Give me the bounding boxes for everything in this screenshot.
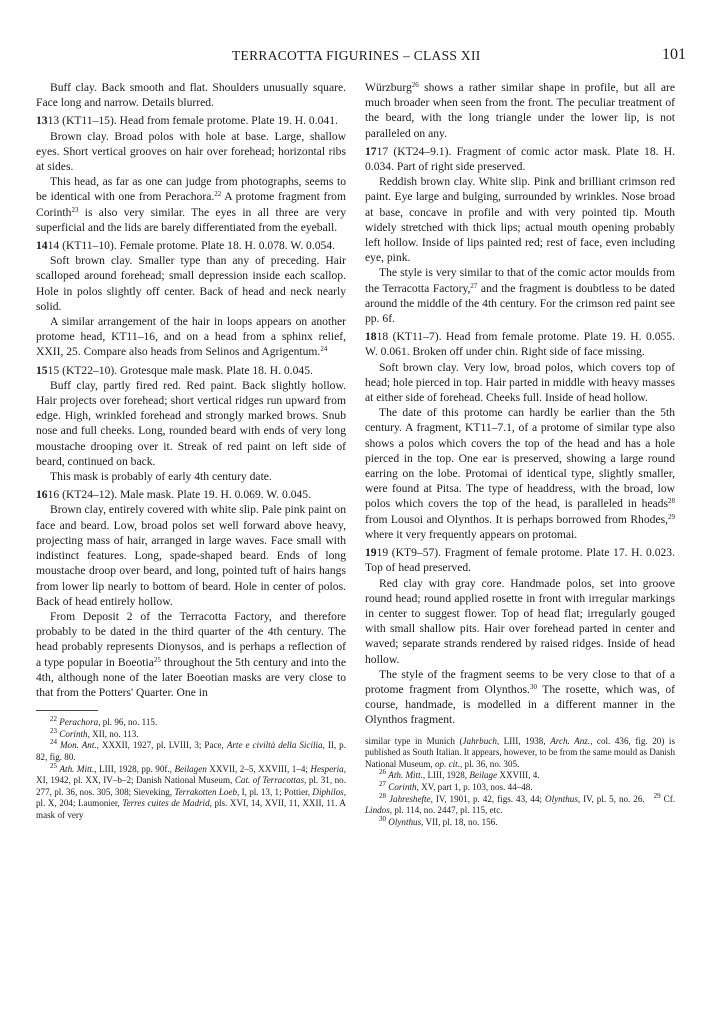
paragraph: Buff clay, partly fired red. Red paint. Back slightly hollow. Hair projects over forehead; short vertical ridges run upward from edge. High, wrinkled forehead and strongly marked brows. Snub nose and full cheeks. Long, rounded beard with ends of very long moustache drooping over it. Streak of red paint on left side of beard, continued on back. [36, 378, 346, 468]
footnote-ref: 28 [668, 497, 675, 506]
footnote-23: $^{23}$ Corinth, XII, no. 113. [50, 726, 139, 739]
paragraph: Buff clay. Back smooth and flat. Shoulders unusually square. Face long and narrow. Details blurred. [36, 81, 346, 110]
paragraph: Red clay with gray core. Handmade polos, set into groove round head; round applied rosette in front with irregular markings in center to suggest flower. Top of head flat; irregularly gouged with small shallow pits. Hair over forehead parted in center and waved; separate strands rendered by raised ridges. Inside of head hollow. [365, 576, 675, 666]
catalogue-entry-13: 1313 (KT11–15). Head from female protome. Plate 19. H. 0.041. [36, 114, 338, 128]
footnote-ref: 29 [668, 512, 675, 521]
paragraph: Brown clay. Broad polos with hole at base. Large, shallow eyes. Short vertical grooves on hair over forehead; horizontal ribs at sides. [36, 129, 346, 174]
catalogue-entry-18: 1818 (KT11–7). Head from female protome. Plate 19. H. 0.055. W. 0.061. Broken off under chin. Right side of face missing. [365, 330, 675, 359]
catalogue-entry-16: 1616 (KT24–12). Male mask. Plate 19. H. 0.069. W. 0.045. [36, 488, 312, 502]
footnote-ref: 25 [153, 655, 161, 664]
footnote-27: $^{27}$ Corinth, XV, part 1, p. 103, nos. 44–48. [379, 779, 533, 792]
footnote-ref: 27 [470, 281, 478, 290]
footnote-rule [36, 710, 98, 711]
paragraph: Soft brown clay. Smaller type than any of preceding. Hair scalloped around forehead; small depression inside each scallop. Hole in polos slightly off center. Back of head and neck nearly solid. [36, 254, 346, 313]
running-title: TERRACOTTA FIGURINES – CLASS XII [232, 48, 481, 63]
footnote-30: $^{30}$ Olynthus, VII, pl. 18, no. 156. [379, 814, 498, 827]
catalogue-entry-15: 1515 (KT22–10). Grotesque male mask. Plate 18. H. 0.045. [36, 363, 313, 377]
paragraph: From Deposit 2 of the Terracotta Factory, and therefore probably to be dated in the third quarter of the 4th century. The head probably represents Dionysos, and is perhaps a reflection of a type popular in Boeotia$^{25}$ throughout the 5th century and into the 4th, although none of the later Boeotian masks are very close to that from the Potters' Quarter. One in [36, 609, 346, 699]
paragraph: Brown clay, entirely covered with white slip. Pale pink paint on face and beard. Low, broad polos set well forward above heavy, projecting mass of hair, arranged in large waves. Face small with indistinct features. Long, spade-shaped beard. Ends of long moustache droop over beard, and long, pointed tuft of hairs hangs from lower lip nearly to bottom of beard. Hole in center of polos. Back of head entirely hollow. [36, 503, 346, 608]
footnote-25: $^{25}$ Ath. Mitt., LIII, 1928, pp. 90f., Beilagen XXVII, 2–5, XXVIII, 1–4; Hesperia, XI, 1942, pl. XX, IV–b–2; Danish National Museum, Cat. of Terracottas, pl. 31, no. 277, pl. 36, nos. 305, 308; Sieveking, Terrakotten Loeb, I, pl. 13, 1; Pottier, Diphilos, pl. X, 204; Laumonier, Terres cuites de Madrid, pls. XVI, 14, XVII, 11, XXII, 11. A mask of very [36, 761, 347, 820]
paragraph: Soft brown clay. Very low, broad polos, which covers top of head; hole pierced in top. Hair parted in middle with heavy masses at either side of forehead. Cheeks full. Inside of head hollow. [365, 360, 675, 405]
footnote-28-29: $^{28}$ Jahreshefte, IV, 1901, p. 42, figs. 43, 44; Olynthus, IV, pl. 5, no. 26. $^{29}$ Cf. Lindos, pl. 114, no. 2447, pl. 115, etc. [365, 791, 676, 816]
paragraph: The style of the fragment seems to be very close to that of a protome fragment from Olynthos.$^{30}$ The rosette, which was, of course, handmade, is modelled in a different manner in the Olynthos fragment. [365, 667, 675, 727]
footnote-ref: 22 [214, 190, 222, 199]
footnote-24-continued: similar type in Munich (Jahrbuch, LIII, 1938, Arch. Anz., col. 436, fig. 20) is published as South Italian. It appears, however, to be from the same mould as Danish National Museum, op. cit., pl. 36, no. 305. [365, 735, 676, 769]
footnote-24: $^{24}$ Mon. Ant., XXXII, 1927, pl. LVIII, 3; Pace, Arte e civiltà della Sicilia, II, p. 82, fig. 80. [36, 738, 347, 762]
footnote-26: $^{26}$ Ath. Mitt., LIII, 1928, Beilage XXVIII, 4. [379, 768, 540, 781]
right-column [365, 80, 675, 828]
paragraph: A similar arrangement of the hair in loops appears on another protome head, KT11–16, and on a head from a sphinx relief, XXII, 25. Compare also heads from Selinos and Agrigentum.$^{24}$ [36, 315, 346, 359]
footnote-ref: 30 [529, 682, 537, 691]
paragraph: The date of this protome can hardly be earlier than the 5th century. A fragment, KT11–7.1, of a protome of similar type also shows a polos which covers the top of the head and has a hole pierced in the top. One ear is preserved, showing a large round earring on the lobe. Protomai of identical type, slightly smaller, were found at Pitsa. The type of headdress, with the broad, low polos which covers the top of the head, is paralleled in heads$^{28}$ from Lousoi and Olynthos. It is perhaps borrowed from Rhodes,$^{29}$ where it very frequently appears on protomai. [365, 406, 675, 541]
paragraph: This head, as far as one can judge from photographs, seems to be identical with one from Perachora.$^{22}$ A protome fragment from Corinth$^{23}$ is also very similar. The eyes in all three are very superficial and the lids are barely differentiated from the eyeball. [36, 175, 346, 234]
catalogue-entry-19: 1919 (KT9–57). Fragment of female protome. Plate 17. H. 0.023. Top of head preserved. [365, 546, 675, 575]
footnote-ref: 26 [411, 81, 419, 89]
footnote-ref: 23 [71, 205, 79, 214]
catalogue-entry-14: 1414 (KT11–10). Female protome. Plate 18. H. 0.078. W. 0.054. [36, 239, 336, 253]
paragraph: Würzburg$^{26}$ shows a rather similar shape in profile, but all are much broader when seen from the front. The peculiar treatment of the beard, with the long triangle under the lower lip, is not paralleled on any. [365, 81, 675, 140]
footnote-ref: 24 [320, 345, 328, 354]
paragraph: Reddish brown clay. White slip. Pink and brilliant crimson red paint. Eye large and bulging, surrounded by wrinkles. Nose broad at base, concave in profile and with very pointed tip. Mouth widely stretched with thick lips; actual mouth opening probably left hollow. Inside of lips painted red; rest of face, even including eye, pink. [365, 175, 675, 265]
left-column [36, 80, 346, 821]
footnote-22: $^{22}$ Perachora, pl. 96, no. 115. [50, 715, 158, 728]
paragraph: The style is very similar to that of the comic actor moulds from the Terracotta Factory,$^{27}$ and the fragment is doubtless to be dated around the middle of the 4th century. For the crimson red paint see pp. 6f. [365, 266, 675, 326]
page-number: 101 [662, 46, 686, 63]
running-header [36, 46, 686, 68]
paragraph: This mask is probably of early 4th century date. [50, 470, 272, 484]
catalogue-entry-17: 1717 (KT24–9.1). Fragment of comic actor mask. Plate 18. H. 0.034. Part of right side preserved. [365, 144, 675, 174]
